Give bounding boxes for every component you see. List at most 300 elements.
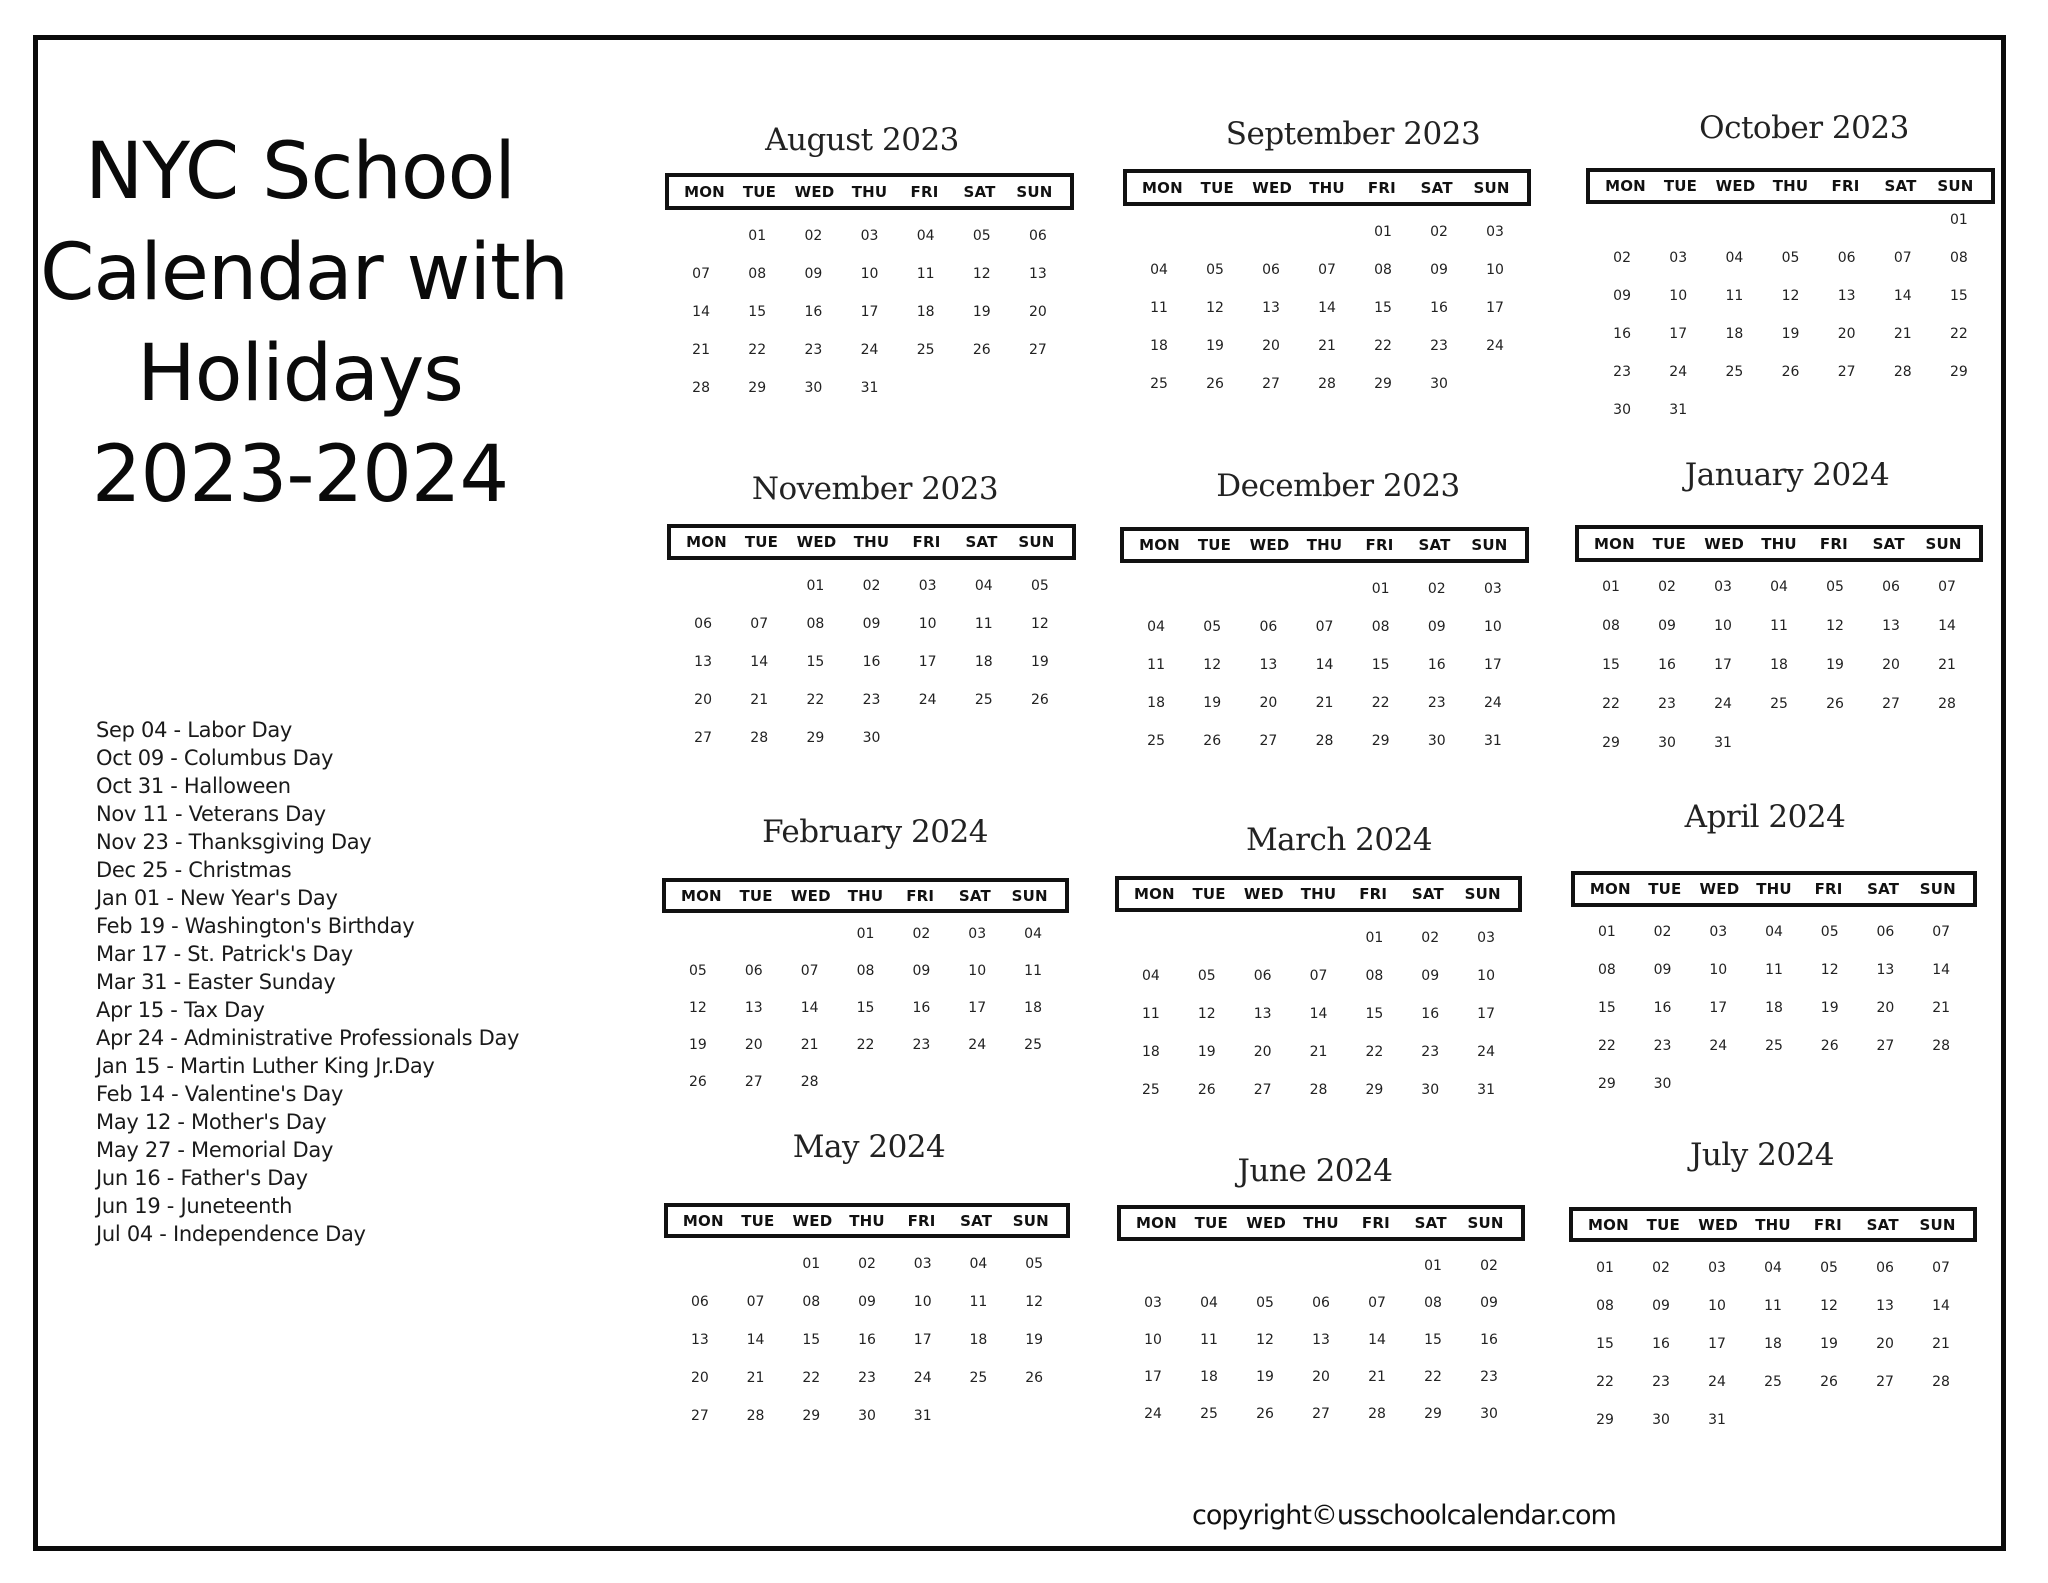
day-cell: 12	[1820, 1298, 1838, 1314]
day-cell: 27	[1882, 696, 1900, 712]
day-cell: 17	[918, 654, 937, 670]
day-cell: 06	[1876, 1260, 1894, 1276]
day-cell: 03	[913, 1256, 932, 1272]
day-cell: 02	[1653, 924, 1672, 940]
day-cell: 17	[1714, 657, 1732, 673]
day-cell: 31	[860, 380, 879, 396]
day-cell: 15	[856, 1000, 875, 1016]
day-cell: 04	[1765, 924, 1783, 940]
day-cell: 22	[1371, 695, 1390, 711]
day-cell: 22	[806, 692, 825, 708]
weekday-label: FRI	[907, 1211, 936, 1230]
weekday-label: FRI	[910, 182, 939, 201]
day-cell: 28	[1309, 1082, 1328, 1098]
day-cell: 22	[748, 342, 767, 358]
day-cell: 17	[1708, 1336, 1726, 1352]
weekday-label: MON	[1139, 536, 1180, 554]
day-cell: 06	[1029, 228, 1047, 244]
day-cell: 01	[802, 1256, 821, 1272]
day-cell: 21	[692, 342, 710, 358]
day-cell: 17	[1709, 1000, 1728, 1016]
day-cell: 07	[746, 1294, 765, 1310]
day-cell: 27	[1029, 342, 1047, 358]
day-cell: 21	[1368, 1369, 1386, 1385]
day-cell: 16	[858, 1332, 876, 1348]
day-cell: 04	[969, 1256, 988, 1272]
empty-cell	[673, 228, 729, 266]
day-cell: 14	[1932, 1298, 1950, 1314]
weekday-label: THU	[1309, 178, 1345, 197]
empty-cell	[1128, 581, 1184, 619]
day-cell: 19	[1781, 326, 1800, 342]
day-grid	[670, 926, 1061, 1111]
weekday-label: SAT	[1420, 178, 1453, 197]
day-cell: 23	[912, 1037, 931, 1053]
weekday-label: TUE	[1200, 178, 1234, 197]
empty-cell	[672, 1256, 728, 1294]
empty-cell	[1819, 212, 1875, 250]
day-cell: 21	[1318, 338, 1336, 354]
day-cell: 11	[1725, 288, 1744, 304]
weekday-header	[1123, 169, 1531, 206]
day-cell: 01	[1424, 1258, 1442, 1274]
day-cell: 11	[916, 266, 935, 282]
day-cell: 01	[1950, 212, 1968, 228]
day-cell: 30	[804, 380, 823, 396]
empty-cell	[1349, 1258, 1405, 1295]
day-cell: 23	[1480, 1369, 1498, 1385]
day-cell: 15	[748, 304, 767, 320]
day-cell: 15	[802, 1332, 821, 1348]
weekday-label: MON	[680, 886, 722, 905]
day-cell: 25	[916, 342, 935, 358]
day-cell: 02	[1480, 1258, 1498, 1274]
day-cell: 16	[862, 654, 881, 670]
day-cell: 14	[1893, 288, 1912, 304]
day-cell: 02	[1430, 224, 1448, 240]
weekday-label: SUN	[1464, 885, 1501, 903]
weekday-label: SUN	[1471, 536, 1508, 554]
weekday-label: THU	[851, 182, 888, 201]
day-cell: 12	[1256, 1332, 1274, 1348]
day-cell: 11	[1770, 618, 1788, 634]
day-cell: 23	[858, 1370, 876, 1386]
day-cell: 23	[1430, 338, 1448, 354]
empty-cell	[670, 926, 726, 963]
day-cell: 08	[1950, 250, 1968, 266]
day-cell: 23	[804, 342, 823, 358]
day-cell: 13	[1312, 1332, 1330, 1348]
holiday-item: Mar 17 - St. Patrick's Day	[96, 942, 353, 966]
day-cell: 26	[1781, 364, 1800, 380]
day-cell: 23	[862, 692, 881, 708]
day-cell: 11	[1024, 963, 1042, 979]
weekday-label: WED	[1698, 1215, 1739, 1234]
day-cell: 10	[1714, 618, 1732, 634]
day-cell: 10	[1486, 262, 1504, 278]
day-cell: 16	[1421, 1006, 1440, 1022]
day-cell: 07	[692, 266, 710, 282]
empty-cell	[1594, 212, 1650, 250]
day-cell: 02	[1613, 250, 1631, 266]
day-cell: 15	[1597, 1000, 1616, 1016]
day-cell: 21	[1309, 1044, 1328, 1060]
day-cell: 13	[1029, 266, 1047, 282]
day-cell: 28	[692, 380, 710, 396]
empty-cell	[1125, 1258, 1181, 1295]
weekday-label: THU	[847, 886, 884, 905]
day-cell: 30	[1430, 376, 1448, 392]
day-cell: 23	[1653, 1038, 1672, 1054]
day-cell: 08	[802, 1294, 821, 1310]
day-cell: 19	[1025, 1332, 1044, 1348]
day-cell: 13	[1876, 962, 1895, 978]
weekday-label: TUE	[1197, 536, 1232, 554]
empty-cell	[1240, 581, 1296, 619]
empty-cell	[1875, 212, 1931, 250]
day-cell: 27	[1259, 733, 1278, 749]
day-cell: 05	[1820, 924, 1839, 940]
day-cell: 31	[1669, 402, 1688, 418]
weekday-label: SAT	[1414, 1214, 1447, 1232]
day-cell: 01	[1596, 1260, 1614, 1276]
weekday-label: THU	[1300, 885, 1337, 903]
day-cell: 17	[913, 1332, 932, 1348]
day-cell: 13	[1837, 288, 1856, 304]
day-cell: 28	[750, 730, 769, 746]
holiday-item: May 27 - Memorial Day	[96, 1138, 334, 1162]
day-cell: 28	[746, 1408, 765, 1424]
weekday-label: SAT	[963, 182, 996, 201]
day-cell: 26	[1820, 1374, 1838, 1390]
weekday-header	[1120, 527, 1529, 563]
day-cell: 13	[1253, 1006, 1272, 1022]
day-cell: 02	[804, 228, 823, 244]
empty-cell	[1650, 212, 1706, 250]
day-cell: 17	[1484, 657, 1502, 673]
day-cell: 24	[1708, 1374, 1726, 1390]
day-cell: 05	[1826, 579, 1844, 595]
day-cell: 31	[1484, 733, 1502, 749]
day-cell: 28	[1932, 1038, 1951, 1054]
day-cell: 24	[1477, 1044, 1495, 1060]
month-title: January 2024	[1684, 457, 1890, 493]
day-cell: 07	[1938, 579, 1956, 595]
day-cell: 27	[1837, 364, 1856, 380]
day-cell: 16	[1658, 657, 1676, 673]
day-cell: 11	[1764, 1298, 1782, 1314]
weekday-label: TUE	[744, 533, 779, 551]
holiday-item: Dec 25 - Christmas	[96, 858, 292, 882]
day-cell: 17	[1477, 1006, 1495, 1022]
weekday-label: SUN	[1919, 1215, 1956, 1234]
holiday-item: Jan 01 - New Year's Day	[96, 886, 338, 910]
weekday-label: TUE	[739, 886, 773, 905]
day-cell: 05	[1197, 968, 1216, 984]
day-cell: 13	[694, 654, 712, 670]
day-grid	[1125, 1258, 1517, 1443]
day-cell: 09	[858, 1294, 876, 1310]
day-cell: 26	[1826, 696, 1844, 712]
weekday-label: SAT	[1867, 880, 1900, 898]
day-cell: 02	[862, 578, 881, 594]
day-cell: 20	[1876, 1000, 1895, 1016]
day-cell: 25	[1765, 1038, 1783, 1054]
day-cell: 20	[1262, 338, 1280, 354]
weekday-label: TUE	[1192, 885, 1226, 903]
day-cell: 29	[1602, 735, 1620, 751]
day-cell: 31	[1477, 1082, 1495, 1098]
day-grid	[672, 1256, 1062, 1446]
day-cell: 03	[1669, 250, 1688, 266]
day-cell: 31	[1708, 1412, 1726, 1428]
month-title: November 2023	[751, 471, 999, 507]
weekday-header	[667, 524, 1076, 560]
day-cell: 27	[1312, 1406, 1330, 1422]
day-cell: 12	[1206, 300, 1224, 316]
day-cell: 21	[800, 1037, 819, 1053]
holiday-item: Oct 09 - Columbus Day	[96, 746, 334, 770]
day-cell: 10	[913, 1294, 932, 1310]
day-cell: 01	[1602, 579, 1620, 595]
day-cell: 05	[1781, 250, 1800, 266]
day-cell: 27	[1876, 1038, 1895, 1054]
day-cell: 16	[1427, 657, 1446, 673]
day-cell: 16	[1613, 326, 1631, 342]
day-cell: 07	[1368, 1295, 1386, 1311]
day-cell: 15	[1365, 1006, 1384, 1022]
day-cell: 10	[968, 963, 987, 979]
day-cell: 04	[974, 578, 993, 594]
weekday-header	[1575, 525, 1983, 562]
day-cell: 01	[1365, 930, 1384, 946]
day-cell: 11	[1765, 962, 1783, 978]
weekday-label: FRI	[1361, 1214, 1390, 1232]
day-cell: 18	[969, 1332, 988, 1348]
day-cell: 26	[689, 1074, 707, 1090]
weekday-label: SAT	[1866, 1215, 1899, 1234]
day-cell: 25	[1764, 1374, 1782, 1390]
day-cell: 20	[694, 692, 712, 708]
weekday-label: FRI	[1365, 536, 1394, 554]
day-cell: 12	[1031, 616, 1049, 632]
weekday-label: SUN	[1012, 1211, 1049, 1230]
empty-cell	[1762, 212, 1818, 250]
weekday-label: SUN	[1473, 178, 1510, 197]
weekday-label: THU	[853, 533, 890, 551]
day-cell: 08	[1597, 962, 1616, 978]
day-cell: 16	[912, 1000, 931, 1016]
day-cell: 24	[1669, 364, 1688, 380]
day-cell: 29	[1365, 1082, 1384, 1098]
weekday-label: WED	[1715, 177, 1756, 195]
day-cell: 09	[1653, 962, 1672, 978]
day-cell: 14	[1315, 657, 1334, 673]
holiday-item: Sep 04 - Labor Day	[96, 718, 293, 742]
weekday-header	[664, 1203, 1070, 1238]
day-cell: 06	[694, 616, 712, 632]
day-cell: 24	[1714, 696, 1732, 712]
day-cell: 18	[916, 304, 935, 320]
day-cell: 17	[968, 1000, 987, 1016]
weekday-label: WED	[1699, 880, 1740, 898]
day-cell: 11	[1150, 300, 1168, 316]
day-cell: 08	[1424, 1295, 1442, 1311]
day-cell: 19	[1256, 1369, 1274, 1385]
day-cell: 05	[1203, 619, 1222, 635]
empty-cell	[1131, 224, 1187, 262]
weekday-label: TUE	[742, 182, 777, 201]
day-grid	[1579, 924, 1969, 1114]
day-cell: 29	[1371, 733, 1390, 749]
day-cell: 31	[913, 1408, 932, 1424]
day-cell: 01	[1597, 924, 1616, 940]
weekday-label: SUN	[1018, 533, 1055, 551]
day-cell: 17	[1144, 1369, 1162, 1385]
day-cell: 08	[1602, 618, 1620, 634]
day-cell: 05	[972, 228, 991, 244]
day-cell: 03	[1144, 1295, 1162, 1311]
weekday-label: FRI	[1813, 1215, 1842, 1234]
day-cell: 07	[1893, 250, 1912, 266]
day-cell: 26	[1025, 1370, 1044, 1386]
holiday-item: Feb 19 - Washington's Birthday	[96, 914, 415, 938]
day-cell: 14	[800, 1000, 819, 1016]
weekday-label: SUN	[1937, 177, 1974, 195]
day-cell: 02	[1421, 930, 1440, 946]
day-cell: 27	[1876, 1374, 1894, 1390]
day-cell: 25	[1770, 696, 1788, 712]
day-cell: 15	[1602, 657, 1620, 673]
day-cell: 24	[1484, 695, 1502, 711]
day-cell: 12	[1826, 618, 1844, 634]
day-cell: 24	[1709, 1038, 1728, 1054]
empty-cell	[1706, 212, 1762, 250]
day-cell: 29	[806, 730, 825, 746]
day-cell: 06	[1876, 924, 1895, 940]
day-cell: 26	[1256, 1406, 1274, 1422]
weekday-label: MON	[1133, 885, 1175, 903]
day-cell: 03	[1709, 924, 1728, 940]
day-cell: 02	[858, 1256, 876, 1272]
holiday-item: Nov 11 - Veterans Day	[96, 802, 326, 826]
day-cell: 19	[689, 1037, 707, 1053]
day-cell: 24	[968, 1037, 987, 1053]
empty-cell	[675, 578, 731, 616]
day-cell: 28	[1893, 364, 1912, 380]
day-cell: 03	[968, 926, 987, 942]
day-cell: 16	[1653, 1000, 1672, 1016]
day-cell: 11	[969, 1294, 988, 1310]
empty-cell	[1235, 930, 1291, 968]
day-cell: 19	[1206, 338, 1224, 354]
day-cell: 06	[744, 963, 763, 979]
day-cell: 14	[1938, 618, 1956, 634]
day-cell: 22	[1365, 1044, 1384, 1060]
day-cell: 29	[1597, 1076, 1616, 1092]
day-cell: 15	[1950, 288, 1968, 304]
day-cell: 18	[1765, 1000, 1783, 1016]
day-cell: 02	[1658, 579, 1676, 595]
copyright-text: copyright©usschoolcalendar.com	[1192, 1500, 1616, 1531]
weekday-label: FRI	[1359, 885, 1388, 903]
day-cell: 13	[1882, 618, 1900, 634]
weekday-label: SUN	[1467, 1214, 1504, 1232]
title-line: Calendar with	[40, 228, 569, 318]
weekday-label: THU	[1306, 536, 1343, 554]
day-cell: 18	[974, 654, 993, 670]
weekday-header	[1569, 1207, 1977, 1242]
day-cell: 23	[1427, 695, 1446, 711]
weekday-label: FRI	[1814, 880, 1843, 898]
weekday-label: THU	[1755, 1215, 1791, 1234]
day-cell: 10	[1484, 619, 1502, 635]
weekday-label: SAT	[960, 1211, 993, 1230]
day-cell: 22	[1602, 696, 1620, 712]
weekday-label: WED	[790, 886, 831, 905]
day-cell: 04	[1150, 262, 1168, 278]
day-cell: 20	[1837, 326, 1856, 342]
day-cell: 23	[1421, 1044, 1440, 1060]
weekday-label: THU	[849, 1211, 885, 1230]
day-cell: 25	[1147, 733, 1165, 749]
day-cell: 15	[1374, 300, 1392, 316]
day-cell: 03	[918, 578, 937, 594]
day-cell: 04	[916, 228, 935, 244]
day-cell: 28	[800, 1074, 819, 1090]
empty-cell	[1184, 581, 1240, 619]
weekday-label: WED	[1249, 536, 1290, 554]
day-cell: 21	[1893, 326, 1912, 342]
weekday-header	[1117, 1205, 1525, 1241]
day-cell: 14	[750, 654, 769, 670]
day-cell: 03	[1484, 581, 1502, 597]
day-cell: 08	[1365, 968, 1384, 984]
day-cell: 20	[744, 1037, 763, 1053]
day-cell: 06	[690, 1294, 709, 1310]
weekday-label: MON	[682, 1211, 724, 1230]
day-cell: 25	[1200, 1406, 1218, 1422]
empty-cell	[1187, 224, 1243, 262]
day-cell: 30	[1653, 1076, 1672, 1092]
day-cell: 29	[1424, 1406, 1442, 1422]
weekday-label: MON	[1142, 178, 1183, 197]
day-cell: 09	[804, 266, 823, 282]
day-cell: 28	[1315, 733, 1334, 749]
weekday-label: THU	[1772, 177, 1809, 195]
day-cell: 05	[689, 963, 707, 979]
day-grid	[1583, 579, 1975, 774]
weekday-header	[1586, 168, 1995, 204]
day-cell: 10	[1708, 1298, 1726, 1314]
holiday-item: Nov 23 - Thanksgiving Day	[96, 830, 372, 854]
day-cell: 29	[1596, 1412, 1614, 1428]
day-cell: 10	[918, 616, 937, 632]
day-cell: 15	[806, 654, 825, 670]
day-cell: 03	[1708, 1260, 1726, 1276]
day-cell: 14	[1318, 300, 1336, 316]
weekday-label: WED	[796, 533, 837, 551]
day-grid	[675, 578, 1068, 768]
weekday-label: MON	[686, 533, 727, 551]
month-title: October 2023	[1699, 110, 1909, 146]
weekday-header	[665, 173, 1074, 210]
empty-cell	[1291, 930, 1347, 968]
day-cell: 28	[1368, 1406, 1386, 1422]
day-cell: 09	[1480, 1295, 1498, 1311]
day-cell: 13	[744, 1000, 763, 1016]
weekday-label: SUN	[1011, 886, 1048, 905]
